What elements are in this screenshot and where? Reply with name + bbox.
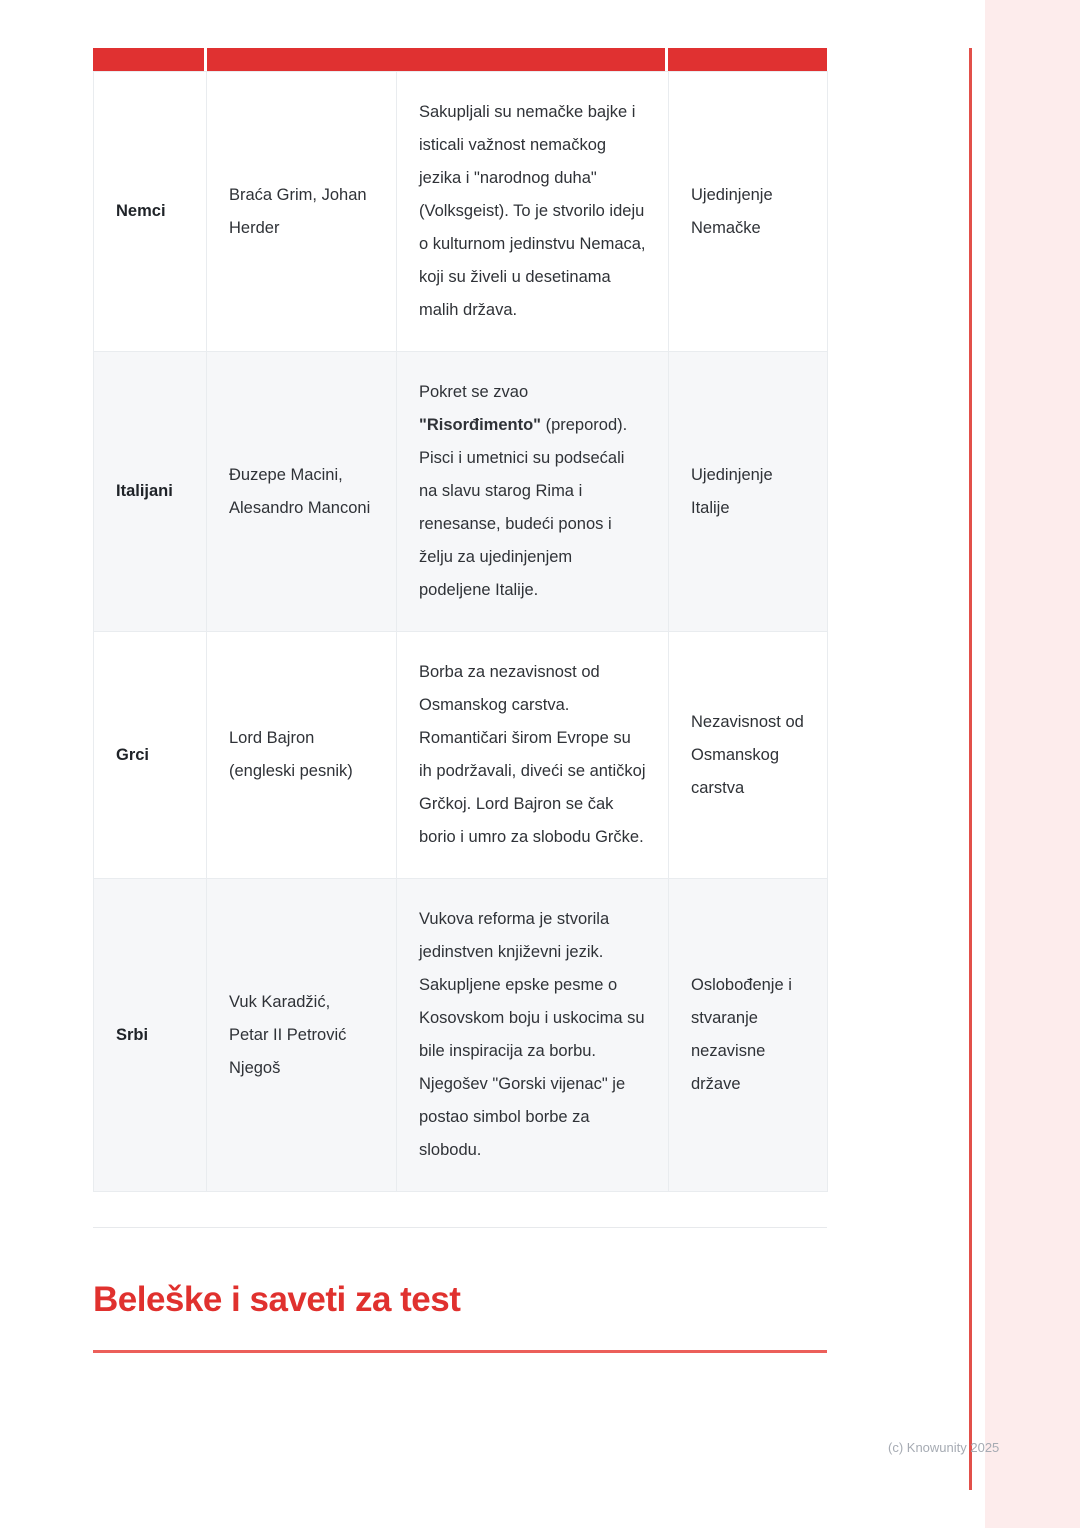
- table-row: [94, 879, 828, 1192]
- table-header-segment: [207, 48, 665, 71]
- table-cell-description: [397, 352, 669, 632]
- page-content: [93, 48, 827, 1353]
- table-header-row: [93, 48, 827, 71]
- romanticism-movements-table: [93, 71, 828, 1192]
- table-cell-outcome: Ujedinjenje Nemačke: [669, 72, 828, 352]
- table-cell-outcome: Ujedinjenje Italije: [669, 352, 828, 632]
- description-text: (preporod). Pisci i umetnici su podsećali na slavu starog Rima i renesanse, budeći ponos i želju za ujedinjenjem podeljene Italije.: [419, 416, 628, 599]
- table-cell-group: Srbi: [94, 879, 207, 1192]
- table-cell-group: Grci: [94, 632, 207, 879]
- table-cell-description: Vukova reforma je stvorila jedinstven književni jezik. Sakupljene epske pesme o Kosovskom boju i uskocima su bile inspiracija za borbu. Njegošev "Gorski vijenac" je postao simbol borbe za slobodu.: [397, 879, 669, 1192]
- table-cell-outcome: Oslobođenje i stvaranje nezavisne države: [669, 879, 828, 1192]
- table-cell-people: Lord Bajron (engleski pesnik): [207, 632, 397, 879]
- description-text: Pokret se zvao: [419, 383, 529, 401]
- table-cell-people: Vuk Karadžić, Petar II Petrović Njegoš: [207, 879, 397, 1192]
- right-pink-stripe: [985, 0, 1080, 1528]
- table-row: [94, 72, 828, 352]
- section-divider: [93, 1227, 827, 1228]
- right-red-rule: [969, 48, 972, 1490]
- table-header-segment: [93, 48, 204, 71]
- description-bold: "Risorđimento": [419, 416, 541, 434]
- table-row: [94, 632, 828, 879]
- table-cell-group: Nemci: [94, 72, 207, 352]
- table-cell-people: Đuzepe Macini, Alesandro Manconi: [207, 352, 397, 632]
- table-cell-people: Braća Grim, Johan Herder: [207, 72, 397, 352]
- section-heading: Beleške i saveti za test: [93, 1280, 461, 1319]
- table-header-segment: [668, 48, 827, 71]
- table-cell-description: Borba za nezavisnost od Osmanskog carstva. Romantičari širom Evrope su ih podržavali, diveći se antičkoj Grčkoj. Lord Bajron se čak borio i umro za slobodu Grčke.: [397, 632, 669, 879]
- heading-underline: [93, 1350, 827, 1353]
- table-cell-group: Italijani: [94, 352, 207, 632]
- table-cell-description: Sakupljali su nemačke bajke i isticali važnost nemačkog jezika i "narodnog duha" (Volksgeist). To je stvorilo ideju o kulturnom jedinstvu Nemaca, koji su živeli u desetinama malih država.: [397, 72, 669, 352]
- table-cell-outcome: Nezavisnost od Osmanskog carstva: [669, 632, 828, 879]
- table-row: [94, 352, 828, 632]
- copyright-text: (c) Knowunity 2025: [888, 1440, 1000, 1455]
